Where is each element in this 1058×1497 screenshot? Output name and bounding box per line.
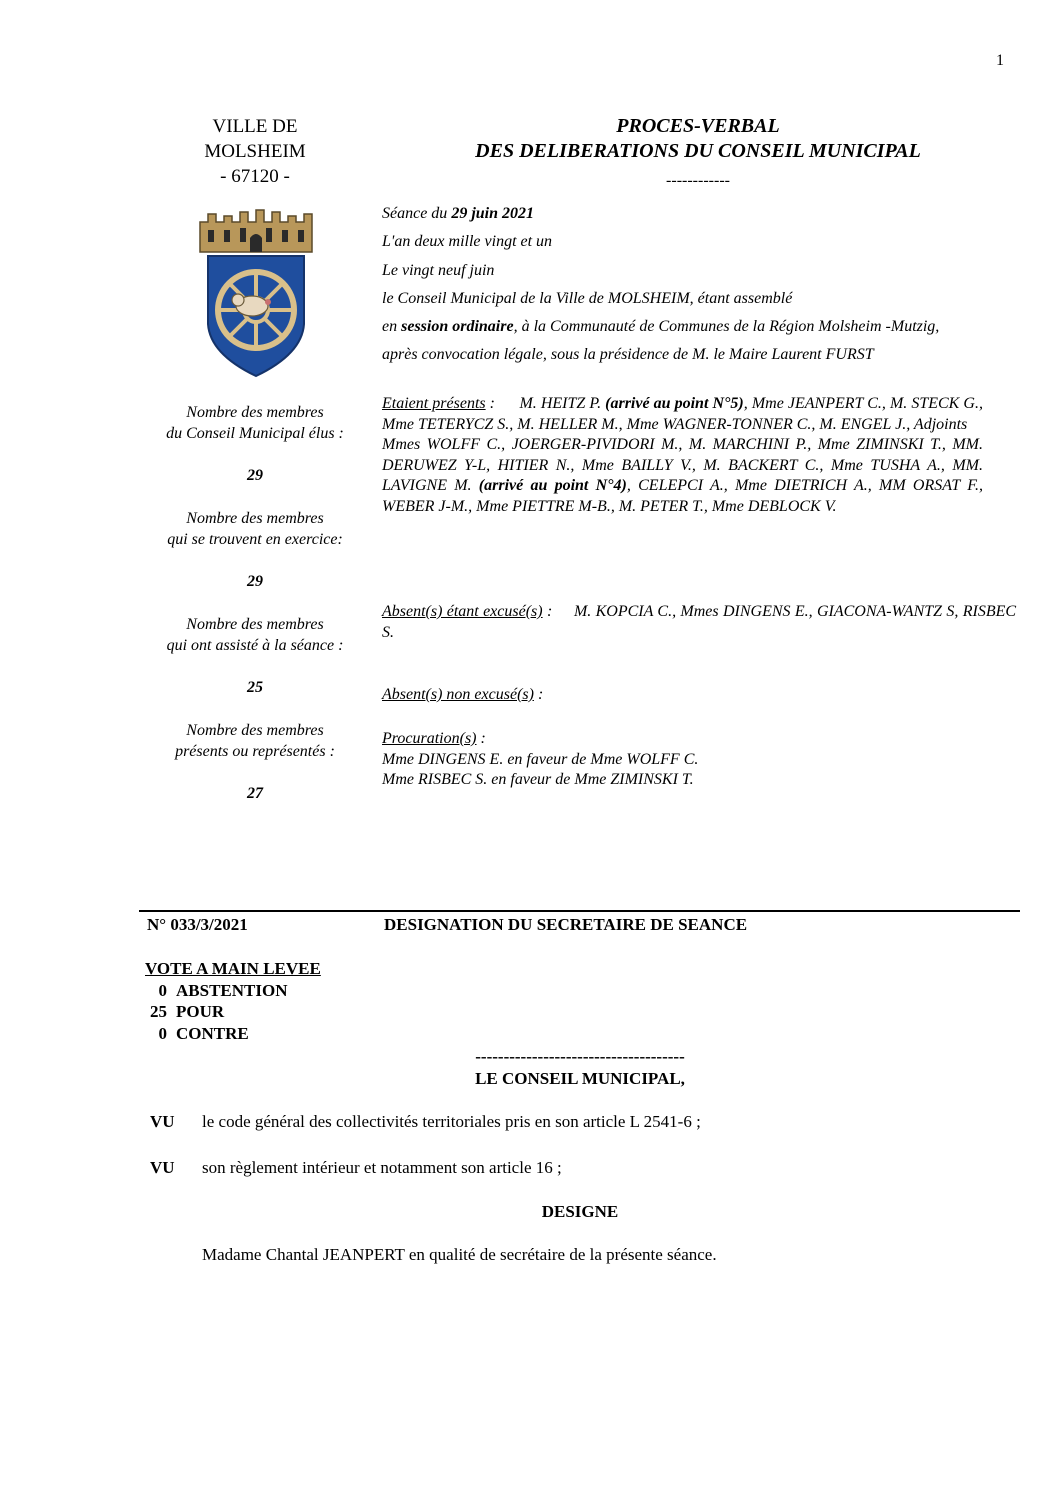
stat-block	[150, 614, 360, 720]
present-councillors	[382, 435, 983, 517]
title-line-1: PROCES-VERBAL	[616, 115, 780, 137]
member-statistics	[150, 402, 360, 804]
vote-label: ABSTENTION	[176, 980, 288, 1000]
present-colon: :	[485, 395, 496, 412]
vote-results	[145, 958, 321, 1045]
present-text: M. HEITZ P.	[519, 395, 606, 412]
absent-excused-text: M. KOPCIA C., Mmes DINGENS E., GIACONA-WANTZ S, RISBEC S.	[382, 603, 1017, 641]
decision-heading: DESIGNE	[541, 1202, 619, 1221]
vote-count: 0	[158, 980, 167, 1000]
vote-count: 25	[150, 1002, 167, 1022]
arrival-note: (arrivé au point N°5)	[605, 395, 744, 412]
document-title	[380, 114, 1016, 164]
present-members	[382, 394, 983, 518]
section-divider	[139, 910, 1020, 912]
title-line-2: DES DELIBERATIONS DU CONSEIL MUNICIPAL	[475, 140, 921, 162]
stat-label: Nombre des membres	[186, 722, 324, 739]
consideration-key: VU	[150, 1158, 175, 1177]
proxies-label: Procuration(s)	[382, 730, 477, 747]
proxy-line: Mme RISBEC S. en faveur de Mme ZIMINSKI T.	[382, 771, 694, 789]
proxies	[382, 729, 1016, 791]
consideration-text: son règlement intérieur et notamment son article 16 ;	[202, 1158, 562, 1177]
vote-heading: VOTE A MAIN LEVEE	[145, 959, 321, 978]
absent-not-excused-colon: :	[533, 686, 544, 703]
session-presidency-line: après convocation légale, sous la présidence de M. le Maire Laurent FURST	[382, 346, 874, 364]
city-line: VILLE DE	[212, 116, 298, 137]
absent-not-excused	[382, 686, 1016, 704]
session-location: , à la Communauté de Communes de la Région Molsheim -Mutzig,	[513, 318, 940, 336]
stat-label: Nombre des membres	[186, 510, 324, 527]
session-type-prefix: en	[382, 318, 402, 336]
session-date-prefix: Séance du	[382, 205, 452, 222]
arrival-note: (arrivé au point N°4)	[478, 477, 627, 495]
council-dashes: -------------------------------------	[475, 1047, 685, 1066]
present-label: Etaient présents	[382, 395, 486, 412]
absent-excused-label: Absent(s) étant excusé(s)	[382, 603, 543, 620]
stat-label: qui se trouvent en exercice:	[167, 531, 343, 548]
council-heading	[380, 1046, 780, 1090]
session-date-line	[382, 200, 1016, 228]
stat-label: du Conseil Municipal élus :	[166, 425, 344, 442]
consideration-text: le code général des collectivités territoriales pris en son article L 2541-6 ;	[202, 1112, 701, 1131]
deliberation-title: DESIGNATION DU SECRETAIRE DE SEANCE	[384, 915, 748, 934]
present-adjoints	[382, 394, 983, 435]
stat-value: 27	[247, 785, 263, 802]
vote-count: 0	[158, 1024, 167, 1044]
molsheim-coat-of-arms-icon	[194, 208, 318, 380]
stat-block	[150, 720, 360, 804]
vote-row	[145, 1023, 321, 1045]
vote-label: CONTRE	[176, 1024, 249, 1044]
city-line: MOLSHEIM	[204, 141, 306, 162]
page-number: 1	[996, 52, 1004, 69]
session-type: session ordinaire	[401, 318, 514, 336]
present-text: Mmes WOLFF C., JOERGER-PIVIDORI M., M. MARCHINI P., Mme ZIMINSKI T., MM. DERUWEZ Y-L, HITIER N., Mme BAILLY V., M. BACKERT C., Mme TUSHA A., MM. LAVIGNE M.	[382, 436, 983, 495]
vote-label: POUR	[176, 1002, 225, 1022]
vote-row	[145, 1001, 321, 1023]
stat-label: qui ont assisté à la séance :	[166, 637, 344, 654]
title-separator: ------------	[666, 172, 730, 189]
stat-value: 29	[247, 573, 263, 590]
session-assembly-line: le Conseil Municipal de la Ville de MOLSHEIM, étant assemblé	[382, 289, 793, 307]
absent-not-excused-label: Absent(s) non excusé(s)	[382, 686, 534, 703]
stat-value: 29	[247, 467, 263, 484]
stat-block	[150, 402, 360, 508]
session-details	[382, 200, 1016, 370]
absent-excused-colon: :	[542, 603, 553, 620]
proxies-colon: :	[476, 730, 486, 747]
present-text: , Mme JEANPERT C., M. STECK G., Mme TETERYCZ S., M. HELLER M., Mme WAGNER-TONNER C., M. ENGEL J., Adjoints	[382, 395, 983, 433]
absent-excused	[382, 602, 1016, 643]
city-line: - 67120 -	[220, 166, 290, 187]
proxy-line: Mme DINGENS E. en faveur de Mme WOLFF C.	[382, 750, 699, 768]
deliberation-number: N° 033/3/2021	[147, 915, 248, 934]
consideration-key: VU	[150, 1112, 175, 1131]
stat-value: 25	[247, 679, 263, 696]
present-text: , CELEPCI A., Mme DIETRICH A., MM ORSAT F., WEBER J-M., Mme PIETTRE M-B., M. PETER T., Mme DEBLOCK V.	[382, 477, 983, 515]
proxies-heading	[382, 729, 1016, 750]
stat-label: Nombre des membres	[186, 616, 324, 633]
session-type-line	[382, 313, 1016, 341]
council-title: LE CONSEIL MUNICIPAL,	[475, 1069, 685, 1088]
stat-label: Nombre des membres	[186, 404, 324, 421]
session-year-line: L'an deux mille vingt et un	[382, 233, 553, 251]
session-day-line: Le vingt neuf juin	[382, 261, 495, 279]
stat-label: présents ou représentés :	[175, 743, 335, 760]
vote-row	[145, 980, 321, 1002]
city-header	[150, 114, 360, 189]
stat-block	[150, 508, 360, 614]
decision-text: Madame Chantal JEANPERT en qualité de secrétaire de la présente séance.	[202, 1245, 717, 1264]
session-date: 29 juin 2021	[451, 205, 534, 222]
